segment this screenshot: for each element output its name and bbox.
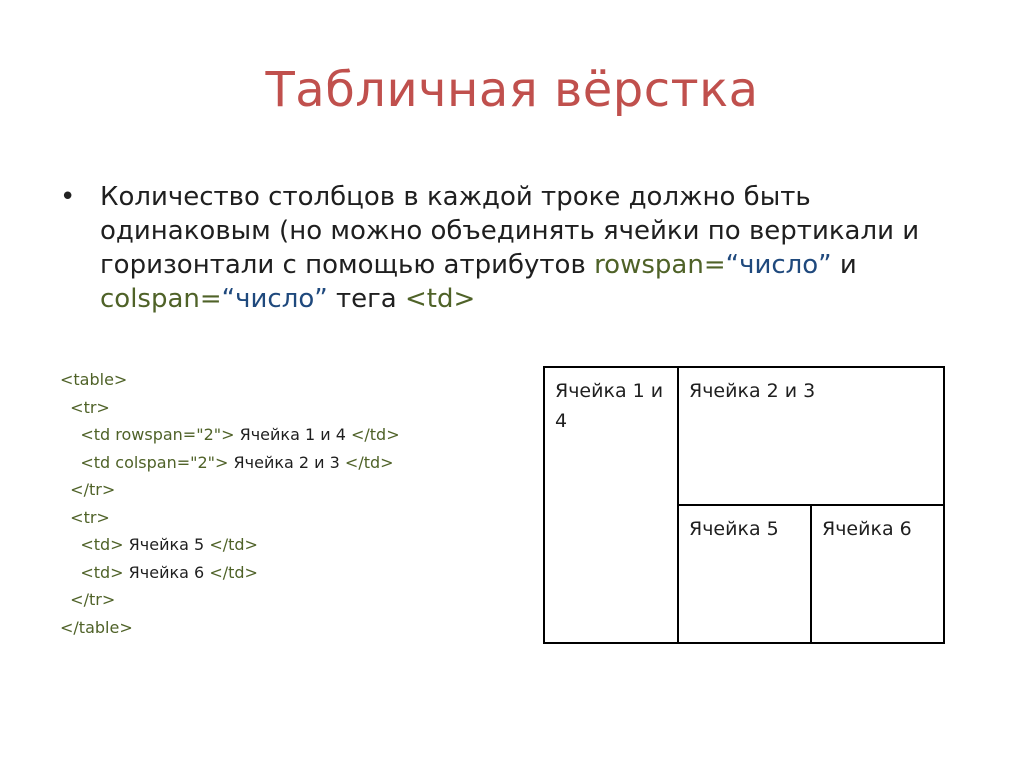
code-tag: </td> xyxy=(209,562,258,582)
cell-1-and-4: Ячейка 1 и 4 xyxy=(544,367,678,643)
code-tag: </table> xyxy=(60,617,133,637)
html-code-sample xyxy=(60,366,400,641)
bullet-marker: • xyxy=(60,182,76,212)
bullet-text-tail: тега xyxy=(327,284,405,314)
rowspan-value: “число” xyxy=(725,250,832,280)
colspan-value: “число” xyxy=(221,284,328,314)
colspan-attribute: colspan= xyxy=(100,284,222,314)
code-tag: <td colspan="2"> xyxy=(80,452,229,472)
code-tag: </tr> xyxy=(70,590,116,609)
code-tag: </tr> xyxy=(70,480,116,499)
code-content: Ячейка 2 и 3 xyxy=(228,452,345,472)
bullet-text-main: Количество столбцов в каждой троке должно быть одинаковым (но можно объединять ячейки по вертикали и горизонтали с помощью атрибутов xyxy=(100,182,920,280)
code-line xyxy=(60,531,400,559)
code-line xyxy=(60,586,400,614)
demo-table xyxy=(543,366,945,644)
code-content: Ячейка 5 xyxy=(123,535,210,554)
bullet-conjunction: и xyxy=(831,250,857,280)
code-tag: <tr> xyxy=(70,507,110,527)
code-tag: <td> xyxy=(80,535,124,554)
code-tag: <tr> xyxy=(70,397,110,417)
cell-2-and-3: Ячейка 2 и 3 xyxy=(678,367,944,505)
code-content: Ячейка 1 и 4 xyxy=(234,425,351,444)
code-tag: <table> xyxy=(60,370,128,389)
td-tag-label: <td> xyxy=(404,284,476,314)
rowspan-attribute: rowspan= xyxy=(594,250,726,280)
code-line xyxy=(60,449,400,477)
code-content: Ячейка 6 xyxy=(123,562,210,582)
table-row xyxy=(544,367,944,505)
code-line xyxy=(60,366,400,394)
code-tag: </td> xyxy=(209,535,258,554)
code-tag: </td> xyxy=(350,425,400,444)
code-tag: </td> xyxy=(344,452,394,472)
code-line xyxy=(60,476,400,504)
cell-6: Ячейка 6 xyxy=(811,505,944,643)
code-line xyxy=(60,394,400,422)
code-tag: <td rowspan="2"> xyxy=(80,425,235,444)
cell-5: Ячейка 5 xyxy=(678,505,811,643)
slide-title: Табличная вёрстка xyxy=(265,62,759,118)
code-tag: <td> xyxy=(80,562,124,582)
code-line xyxy=(60,421,400,449)
bullet-item xyxy=(100,180,960,316)
code-line xyxy=(60,559,400,587)
code-line xyxy=(60,504,400,532)
code-line xyxy=(60,614,400,642)
